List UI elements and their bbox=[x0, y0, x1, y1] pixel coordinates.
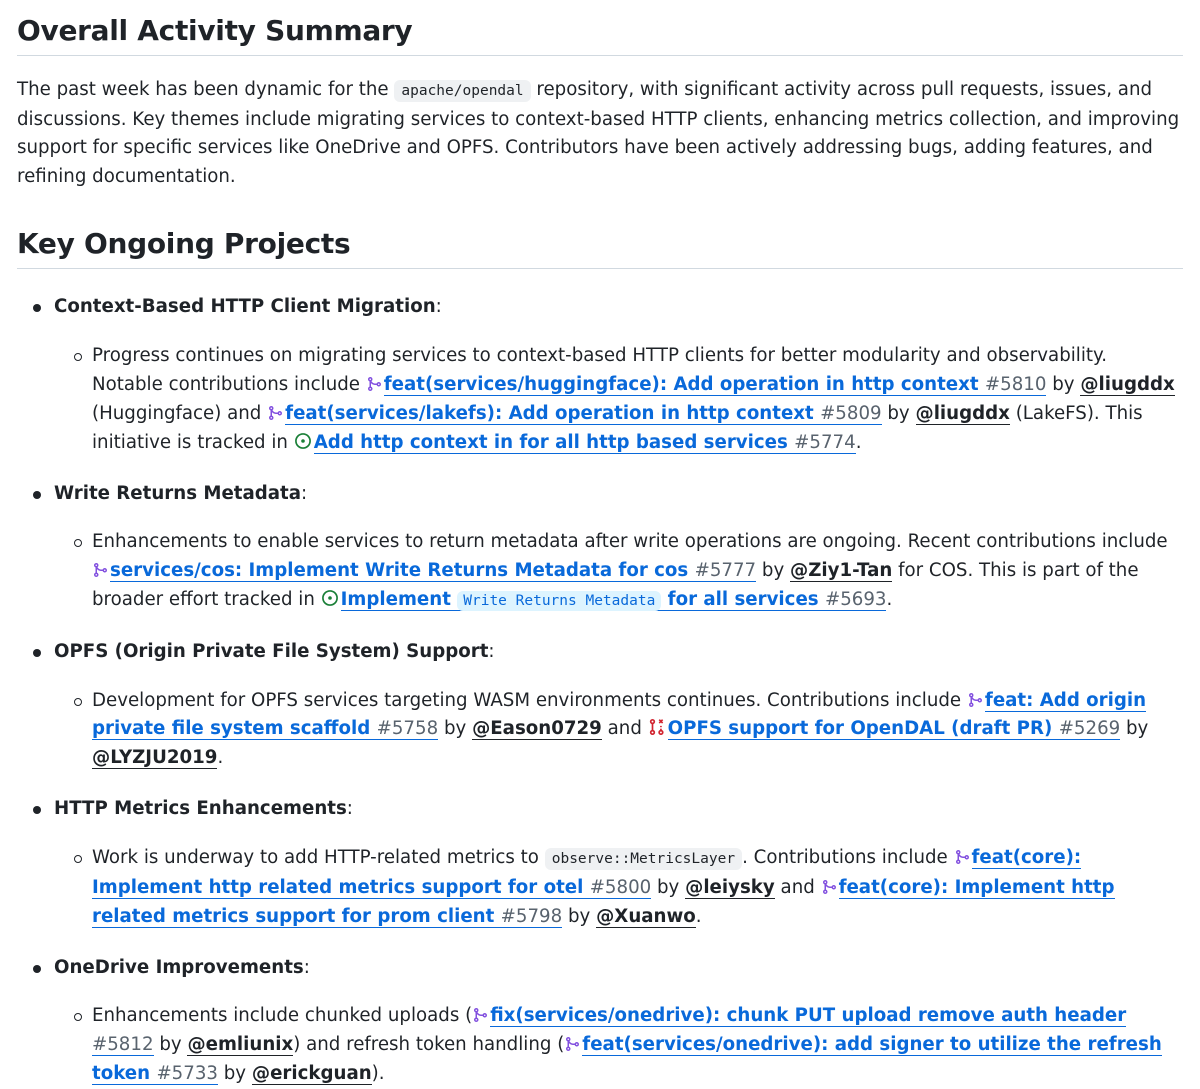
issue-link[interactable]: Implement Write Returns Metadata for all services #5693 bbox=[340, 589, 887, 610]
user-link[interactable]: @liugddx bbox=[1080, 373, 1175, 395]
pr-link[interactable]: fix(services/onedrive): chunk PUT upload remove auth header #5812 bbox=[92, 1005, 1127, 1056]
pr-link[interactable]: services/cos: Implement Write Returns Metadata for cos #5777 bbox=[110, 560, 757, 582]
pr-link[interactable]: feat(core): Implement http related metrics support for otel #5800 bbox=[92, 846, 1082, 898]
pr-link[interactable]: feat(services/huggingface): Add operation in http context #5810 bbox=[383, 373, 1047, 395]
project-title: OPFS (Origin Private File System) Support bbox=[54, 640, 489, 662]
issue-open-icon bbox=[294, 432, 312, 450]
pr-merged-icon bbox=[92, 562, 108, 578]
project-item: HTTP Metrics Enhancements: Work is underway to add HTTP-related metrics to observe::MetricsLayer . Contributions include feat(core): Implement http related metrics support for otel #5800 by @leiysky and feat(core): Implement http related metrics support for prom client #5798 by @Xuanwo. bbox=[17, 795, 1183, 931]
pr-link[interactable]: feat(services/lakefs): Add operation in http context #5809 bbox=[285, 402, 882, 424]
user-link[interactable]: @LYZJU2019 bbox=[92, 747, 218, 769]
pr-closed-icon bbox=[648, 718, 666, 736]
user-link[interactable]: @leiysky bbox=[685, 876, 775, 898]
projects-heading: Key Ongoing Projects bbox=[17, 227, 1183, 269]
project-item: Context-Based HTTP Client Migration: Progress continues on migrating services to context-based HTTP clients for better modularity and observability. Notable contributions include feat(services/huggingface): Add operation in http context #5810 by @liugddx (Huggingface) and feat(services/lakefs): Add operation in http context #5809 by @liugddx (LakeFS). This initiative is tracked in Add http context in for all http based services #5774. bbox=[17, 293, 1183, 457]
project-list bbox=[17, 293, 1183, 1088]
project-title: Context-Based HTTP Client Migration bbox=[54, 296, 436, 318]
user-link[interactable]: @liugddx bbox=[915, 402, 1010, 424]
summary-paragraph: The past week has been dynamic for the apache/opendal repository, with significant activity across pull requests, issues, and discussions. Key themes include migrating services to context-based HTTP clients, enhancing metrics collection, and improving support for specific services like OneDrive and OPFS. Contributors have been actively addressing bugs, adding features, and refining documentation. bbox=[17, 79, 1180, 187]
pr-merged-icon bbox=[967, 692, 983, 708]
issue-open-icon bbox=[321, 589, 339, 607]
project-detail: Enhancements to enable services to return metadata after write operations are ongoing. Recent contributions include services/cos: Implement Write Returns Metadata for cos #5777 by @Ziy1-Tan for COS. This is part of the broader effort tracked in Implement Write Returns Metadata for all services #5693. bbox=[54, 528, 1183, 616]
project-detail: Work is underway to add HTTP-related metrics to observe::MetricsLayer . Contributions include feat(core): Implement http related metrics support for otel #5800 by @leiysky and feat(core): Implement http related metrics support for prom client #5798 by @Xuanwo. bbox=[54, 844, 1183, 932]
pr-link[interactable]: OPFS support for OpenDAL (draft PR) #5269 bbox=[667, 718, 1121, 740]
metrics-layer-code: observe::MetricsLayer bbox=[545, 848, 742, 870]
pr-link[interactable]: feat: Add origin private file system scaffold #5758 bbox=[92, 689, 1147, 740]
pr-merged-icon bbox=[267, 405, 283, 421]
user-link[interactable]: @erickguan bbox=[251, 1062, 372, 1084]
project-item: OneDrive Improvements: Enhancements include chunked uploads ( fix(services/onedrive): chunk PUT upload remove auth header #5812 by @emliunix) and refresh token handling ( feat(services/onedrive): add signer to utilize the refresh token #5733 by @erickguan). bbox=[17, 954, 1183, 1089]
issue-link[interactable]: Add http context in for all http based services #5774 bbox=[313, 431, 856, 453]
user-link[interactable]: @Eason0729 bbox=[472, 718, 602, 740]
pr-link[interactable]: feat(services/onedrive): add signer to utilize the refresh token #5733 bbox=[92, 1034, 1162, 1084]
pr-merged-icon bbox=[564, 1036, 580, 1052]
project-item: OPFS (Origin Private File System) Support: Development for OPFS services targeting WASM environments continues. Contributions include feat: Add origin private file system scaffold #5758 by @Eason0729 and OPFS support for OpenDAL (draft PR) #5269 by @LYZJU2019. bbox=[17, 638, 1183, 773]
project-title: OneDrive Improvements bbox=[54, 956, 304, 978]
project-item: Write Returns Metadata: Enhancements to enable services to return metadata after write operations are ongoing. Recent contributions include services/cos: Implement Write Returns Metadata for cos #5777 by @Ziy1-Tan for COS. This is part of the broader effort tracked in Implement Write Returns Metadata for all services #5693. bbox=[17, 480, 1183, 616]
repo-code: apache/opendal bbox=[394, 80, 530, 102]
pr-merged-icon bbox=[821, 879, 837, 895]
project-detail: Enhancements include chunked uploads ( fix(services/onedrive): chunk PUT upload remove auth header #5812 by @emliunix) and refresh token handling ( feat(services/onedrive): add signer to utilize the refresh token #5733 by @erickguan). bbox=[54, 1002, 1183, 1089]
pr-merged-icon bbox=[366, 376, 382, 392]
project-title: HTTP Metrics Enhancements bbox=[54, 798, 347, 820]
summary-heading: Overall Activity Summary bbox=[17, 10, 1183, 56]
user-link[interactable]: @Xuanwo bbox=[596, 905, 696, 927]
pr-merged-icon bbox=[472, 1007, 488, 1023]
user-link[interactable]: @Ziy1-Tan bbox=[790, 560, 893, 582]
issue-inline-code: Write Returns Metadata bbox=[457, 591, 661, 611]
user-link[interactable]: @emliunix bbox=[187, 1034, 294, 1056]
pr-merged-icon bbox=[954, 849, 970, 865]
pr-link[interactable]: feat(core): Implement http related metrics support for prom client #5798 bbox=[92, 876, 1115, 927]
project-title: Write Returns Metadata bbox=[54, 482, 302, 504]
project-detail: Progress continues on migrating services to context-based HTTP clients for better modularity and observability. Notable contributions include feat(services/huggingface): Add operation in http context #5810 by @liugddx (Huggingface) and feat(services/lakefs): Add operation in http context #5809 by @liugddx (LakeFS). This initiative is tracked in Add http context in for all http based services #5774. bbox=[54, 342, 1183, 458]
project-detail: Development for OPFS services targeting WASM environments continues. Contributions include feat: Add origin private file system scaffold #5758 by @Eason0729 and OPFS support for OpenDAL (draft PR) #5269 by @LYZJU2019. bbox=[54, 687, 1183, 774]
